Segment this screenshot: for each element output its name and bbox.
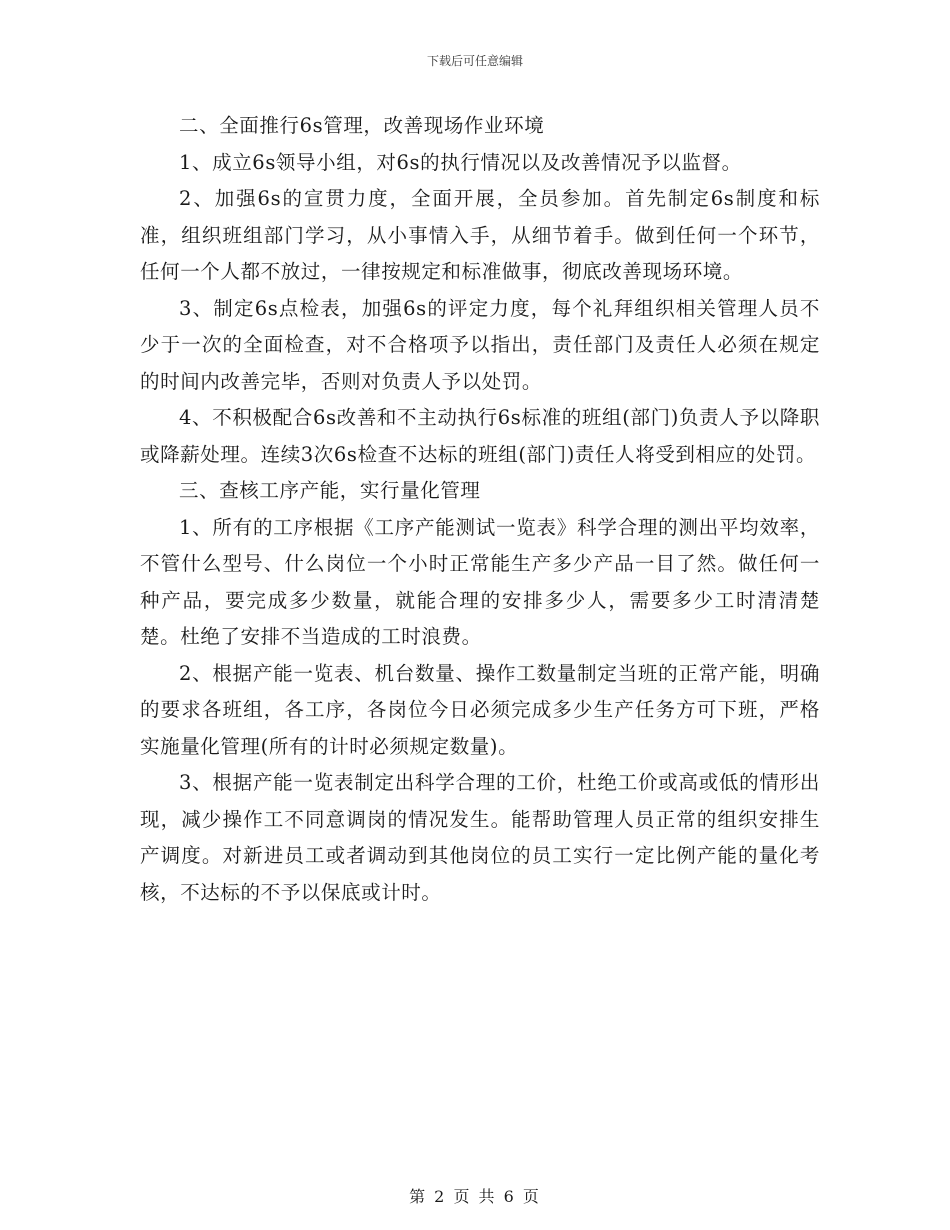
paragraph: 4、不积极配合6s改善和不主动执行6s标准的班组(部门)负责人予以降职或降薪处理。连续3次6s检查不达标的班组(部门)责任人将受到相应的处罚。 — [140, 406, 820, 466]
paragraph: 3、根据产能一览表制定出科学合理的工价，杜绝工价或高或低的情形出现，减少操作工不同意调岗的情况发生。能帮助管理人员正常的组织安排生产调度。对新进员工或者调动到其他岗位的员工实行一定比例产能的量化考核，不达标的不予以保底或计时。 — [140, 771, 820, 904]
section-heading-2: 二、全面推行6s管理，改善现场作业环境 — [179, 114, 545, 137]
document-body — [140, 108, 820, 911]
section-heading-3: 三、查核工序产能，实行量化管理 — [179, 479, 481, 502]
paragraph: 3、制定6s点检表，加强6s的评定力度，每个礼拜组织相关管理人员不少于一次的全面检查，对不合格项予以指出，责任部门及责任人必须在规定的时间内改善完毕，否则对负责人予以处罚。 — [140, 296, 820, 393]
paragraph: 1、成立6s领导小组，对6s的执行情况以及改善情况予以监督。 — [179, 150, 742, 174]
paragraph: 2、加强6s的宣贯力度，全面开展，全员参加。首先制定6s制度和标准，组织班组部门学习，从小事情入手，从细节着手。做到任何一个环节，任何一个人都不放过，一律按规定和标准做事，彻底改善现场环境。 — [140, 187, 820, 283]
paragraph: 1、所有的工序根据《工序产能测试一览表》科学合理的测出平均效率，不管什么型号、什么岗位一个小时正常能生产多少产品一目了然。做任何一种产品，要完成多少数量，就能合理的安排多少人，需要多少工时清清楚楚。杜绝了安排不当造成的工时浪费。 — [140, 515, 820, 648]
paragraph: 2、根据产能一览表、机台数量、操作工数量制定当班的正常产能，明确的要求各班组，各工序，各岗位今日必须完成多少生产任务方可下班，严格实施量化管理(所有的计时必须规定数量)。 — [140, 661, 820, 758]
page-number: 第 2 页 共 6 页 — [409, 1187, 541, 1206]
page-header: 下载后可任意编辑 — [426, 54, 523, 68]
